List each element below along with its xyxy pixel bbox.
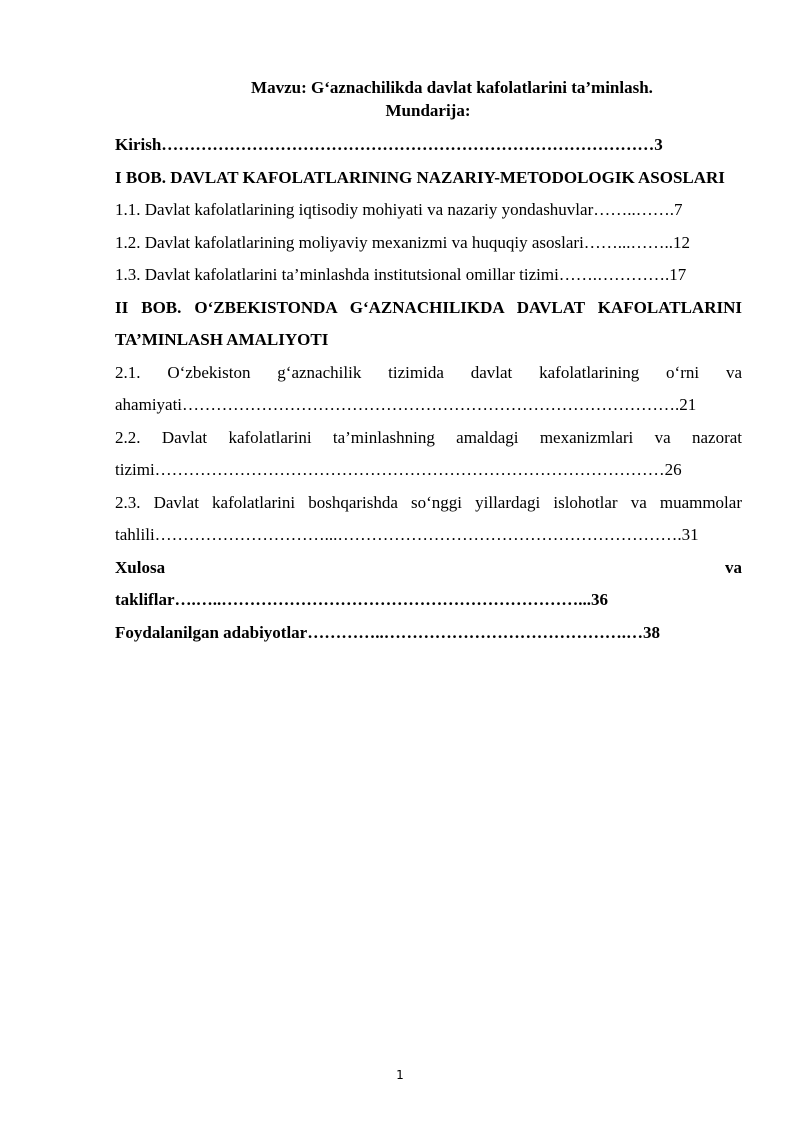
toc-conclusion-line-1	[115, 552, 742, 585]
table-of-contents	[115, 129, 742, 649]
toc-entry-2-1: 2.1. O‘zbekiston g‘aznachilik tizimida davlat kafolatlarining o‘rni va ahamiyati…………………………………………………………………………….21	[115, 362, 742, 414]
toc-entry-1-2: 1.2. Davlat kafolatlarining moliyaviy mexanizmi va huquqiy asoslari……...……..12	[115, 232, 691, 252]
toc-chapter-2-title: II BOB. O‘ZBEKISTONDA G‘AZNACHILIKDA DAVLAT KAFOLATLARINI TA’MINLASH AMALIYOTI	[115, 297, 742, 349]
toc-heading: Mundarija:	[385, 101, 471, 120]
toc-entry-2-3: 2.3. Davlat kafolatlarini boshqarishda so‘nggi yillardagi islohotlar va muammolar tahlili…………………………...…………………………………………………….31	[115, 492, 742, 544]
document-topic: Mavzu: G‘aznachilikda davlat kafolatlarini ta’minlash.	[251, 78, 653, 97]
toc-entry-intro: Kirish……………………………………………………………………………3	[115, 135, 663, 154]
toc-entry-1-1: 1.1. Davlat kafolatlarining iqtisodiy mohiyati va nazariy yondashuvlar……..…….7	[115, 200, 683, 219]
toc-conclusion-line-2: takliflar….…..………………………………………………………...36	[115, 590, 608, 609]
toc-entry-references: Foydalanilgan adabiyotlar…………..…………………………………….…38	[115, 622, 660, 642]
toc-chapter-1-title: I BOB. DAVLAT KAFOLATLARINING NAZARIY-METODOLOGIK ASOSLARI	[115, 167, 725, 187]
page-number: 1	[396, 1068, 404, 1082]
toc-entry-1-3: 1.3. Davlat kafolatlarini ta’minlashda institutsional omillar tizimi…….………….17	[115, 265, 687, 284]
toc-conclusion-word-1: Xulosa	[115, 557, 166, 577]
toc-conclusion-word-2: va	[725, 557, 742, 577]
toc-entry-2-2: 2.2. Davlat kafolatlarini ta’minlashning amaldagi mexanizmlari va nazorat tizimi………………………………………………………………………………26	[115, 427, 742, 479]
